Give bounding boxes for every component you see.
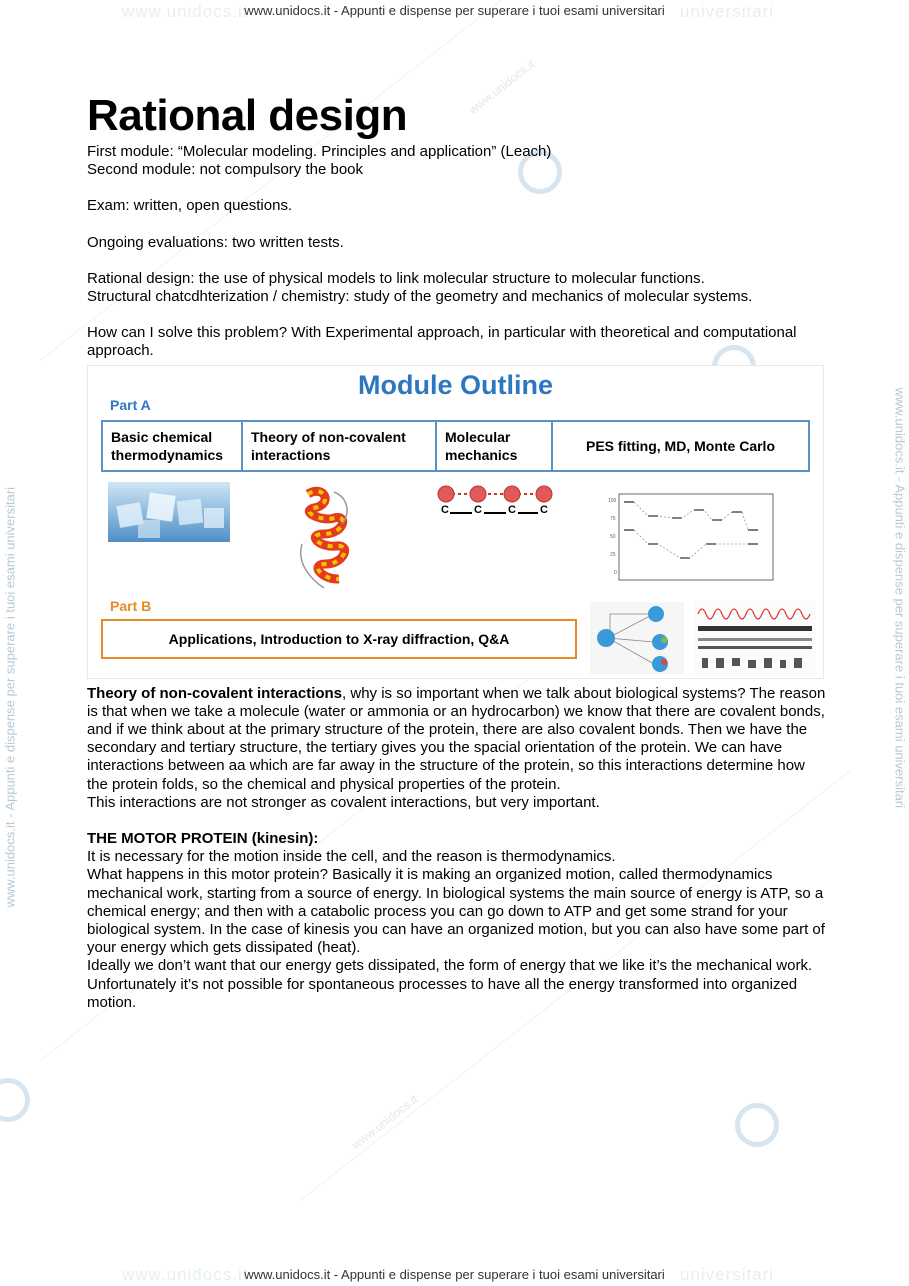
- noncovalent-paragraph: [87, 685, 827, 794]
- ice-cubes-image: [108, 482, 230, 542]
- svg-text:100: 100: [608, 497, 617, 504]
- document-body: [87, 90, 827, 1012]
- noncovalent-line: This interactions are not stronger as covalent interactions, but very important.: [87, 793, 600, 811]
- part-a-table: [101, 420, 810, 472]
- module-outline-figure: [87, 365, 824, 679]
- mm-atom-label: C: [508, 503, 516, 516]
- energy-surface-diagram: [588, 486, 776, 586]
- xray-spectrum-image: [694, 600, 816, 676]
- intro-line: Second module: not compulsory the book: [87, 161, 363, 179]
- noncovalent-body: , why is so important when we talk about biological systems? The reason is that when we take a molecule (water or ammonia or an hydrocarbon) we know that there are covalent bonds, and if we think about at the primary structure of the protein, there are also covalent bonds. Then we have the secondary and tertiary structure, the tertiary gives you the spacial orientation of the protein. We can have interactions between aa which are far away in the structure of the protein, so this interactions determine how the protein folds, so the chemical and physical properties of the protein.: [87, 684, 826, 793]
- question-paragraph: How can I solve this problem? With Experimental approach, in particular with theoretical and computational approach.: [87, 324, 797, 360]
- mm-atom-label: C: [474, 503, 482, 516]
- motor-paragraph: Ideally we don’t want that our energy gets dissipated, the form of energy that we like it’s the mechanical work. Unfortunately it’s not possible for spontaneous processes to have all the energy transformed into organized motion.: [87, 957, 813, 1011]
- part-a-cell: Theory of non-covalent interactions: [243, 422, 437, 470]
- watermark-logo-icon: [0, 1078, 30, 1122]
- footer-watermark: www.unidocs.it - Appunti e dispense per superare i tuoi esami universitari: [244, 1267, 665, 1282]
- side-watermark-left: www.unidocs.it - Appunti e dispense per superare i tuoi esami universitari: [2, 486, 18, 908]
- part-a-cell: Molecular mechanics: [437, 422, 553, 470]
- mm-atom-label: C: [441, 503, 449, 516]
- definition-line: Structural chatcdhterization / chemistry: study of the geometry and mechanics of molecular systems.: [87, 288, 753, 306]
- header-watermark: www.unidocs.it - Appunti e dispense per superare i tuoi esami universitari: [244, 3, 665, 18]
- figure-title: Module Outline: [358, 369, 553, 400]
- motor-paragraph: What happens in this motor protein? Basically it is making an organized motion, called thermodynamics mechanical work, starting from a source of energy. In biological systems the main source of energy is ATP, so a chemical energy; and then with a catabolic process you can go down to ATP and get some strand for your biological system. In the case of kinesis you can have an organized motion, but you can also have some part of your energy which gets dissipated (heat).: [87, 866, 825, 957]
- intro-line: First module: “Molecular modeling. Principles and application” (Leach): [87, 143, 552, 160]
- watermark-logo-icon: [735, 1103, 779, 1147]
- svg-text:0: 0: [614, 569, 617, 576]
- part-b-box: Applications, Introduction to X-ray diffraction, Q&A: [101, 619, 577, 659]
- watermark-ghost-text: universitari: [680, 1265, 775, 1284]
- part-a-cell: PES fitting, MD, Monte Carlo: [586, 437, 775, 454]
- exam-line: Exam: written, open questions.: [87, 197, 293, 215]
- mm-atom-label: C: [540, 503, 548, 516]
- svg-text:75: 75: [610, 515, 616, 522]
- svg-text:25: 25: [610, 551, 616, 558]
- noncovalent-heading: Theory of non-covalent interactions: [87, 684, 343, 702]
- watermark-ghost-text: universitari: [680, 2, 775, 21]
- part-a-label: Part A: [110, 396, 151, 413]
- watermark-diagonal-text: www.unidocs.it: [466, 57, 538, 117]
- reaction-pathway-image: [590, 602, 684, 674]
- watermark-ghost-text: www.unidocs.it: [122, 2, 249, 21]
- watermark-diagonal-text: www.unidocs.it: [349, 1092, 421, 1152]
- part-b-label: Part B: [110, 597, 152, 614]
- motor-heading-line: [87, 830, 827, 848]
- page-title: Rational design: [87, 91, 408, 140]
- part-a-cell: Basic chemical thermodynamics: [103, 422, 243, 470]
- motor-heading-suffix: (kinesin):: [247, 830, 319, 848]
- svg-text:50: 50: [610, 533, 616, 540]
- motor-paragraph: It is necessary for the motion inside the cell, and the reason is thermodynamics.: [87, 848, 616, 866]
- definition-line: Rational design: the use of physical models to link molecular structure to molecular functions.: [87, 269, 705, 287]
- side-watermark-right: www.unidocs.it - Appunti e dispense per superare i tuoi esami universitari: [892, 387, 908, 809]
- motor-heading: THE MOTOR PROTEIN: [87, 830, 248, 848]
- protein-helix-image: [294, 484, 364, 592]
- watermark-ghost-text: www.unidocs.it: [122, 1265, 249, 1284]
- ongoing-line: Ongoing evaluations: two written tests.: [87, 233, 344, 251]
